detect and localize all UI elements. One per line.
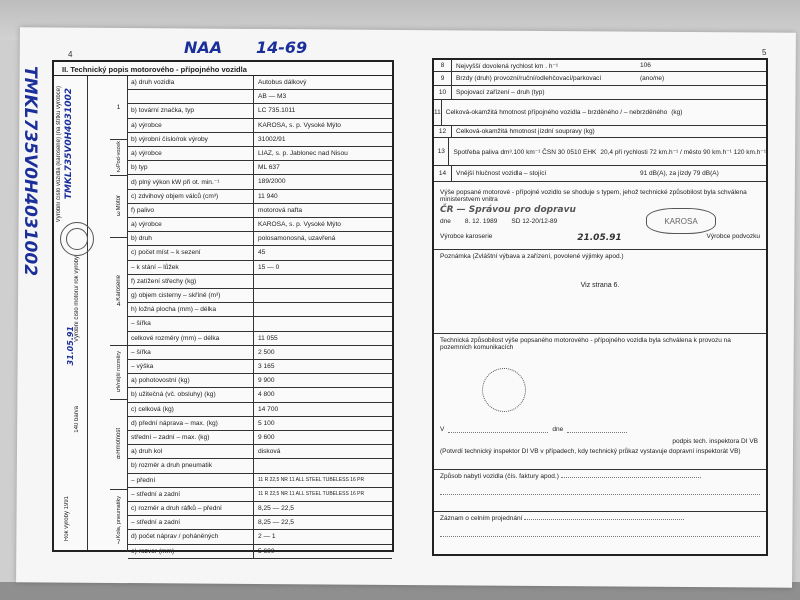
row-text: Spotřeba paliva dm³.100 km⁻¹ ČSN 30 0510 EHK	[453, 148, 597, 156]
page-number-right: 5	[762, 48, 767, 57]
section-4	[110, 238, 128, 346]
row-number: 14	[434, 166, 452, 181]
row-value: AB — M3	[258, 93, 287, 101]
acquisition-line[interactable]	[561, 477, 701, 478]
row-value: LIAZ, s. p. Jablonec nad Nisou	[258, 150, 348, 158]
row-value: KAROSA, s. p. Vysoké Mýto	[258, 121, 341, 129]
inspection-block	[434, 334, 766, 470]
row-value: disková	[258, 448, 281, 456]
right-row	[434, 86, 766, 100]
right-row	[434, 60, 766, 72]
row-label: d) přední náprava – max. (kg)	[128, 417, 254, 430]
handwritten-code: NAA	[184, 38, 223, 57]
right-row	[434, 126, 766, 138]
row-text: Brzdy (druh) provozní/ruční/odlehčovací/parkovací	[456, 75, 602, 82]
row-label: b) typ	[128, 161, 254, 174]
row-label: a) pohotovostní (kg)	[128, 374, 254, 387]
table-row	[128, 175, 392, 189]
customs-line[interactable]	[524, 519, 684, 520]
row-label: e) rozvor (mm)	[128, 545, 254, 558]
handwritten-vin: TMKL735V0H4031002	[20, 66, 40, 277]
note-label: Poznámka (Zvláštní výbava a zařízení, povolené výjimky apod.)	[440, 253, 624, 260]
row-text: Celková-okamžitá hmotnost přípojného vozidla – brzděného / – nebrzděného	[445, 109, 668, 116]
table-row	[128, 275, 392, 289]
row-label: g) objem cisterny – skříně (m³)	[128, 289, 254, 302]
section-7-label: Kola, pneumatiky	[115, 496, 122, 539]
table-row	[128, 317, 392, 331]
row-number: 13	[434, 138, 449, 165]
table-row	[128, 289, 392, 303]
table-row	[128, 388, 392, 402]
section-4-label: Karoserie	[115, 275, 122, 301]
row-text: Celková-okamžitá hmotnost jízdní soupravy (kg)	[456, 128, 595, 135]
table-row	[128, 403, 392, 417]
table-row	[128, 90, 392, 104]
row-value: motorová nafta	[258, 206, 302, 214]
row-label: střední – zadní – max. (kg)	[128, 431, 254, 444]
table-row	[128, 119, 392, 133]
vertical-label-vin: Výrobní číslo vozidla (karoserie) (na štítku výrobce)	[56, 86, 62, 223]
row-label: d) plný výkon kW při ot. min.⁻¹	[128, 175, 254, 188]
row-value: 3 165	[258, 363, 275, 371]
row-value: 2 500	[258, 348, 275, 356]
table-row	[128, 246, 392, 260]
row-text: Nejvyšší dovolená rychlost km . h⁻¹	[456, 62, 559, 70]
section-2-num: 2	[116, 167, 121, 174]
table-row	[128, 360, 392, 374]
right-row	[434, 72, 766, 86]
approval-text: Výše popsané motorové - přípojné vozidlo se shoduje s typem, jehož technické způsobilost byla schválena ministerstvem vnitra	[440, 189, 747, 203]
page-number-left: 4	[68, 50, 73, 59]
row-value: 11 055	[258, 334, 278, 342]
row-label: a) druh vozidla	[128, 76, 254, 89]
maker-label: Výrobce karoserie	[440, 233, 493, 240]
section-3-label: Motor	[115, 195, 122, 211]
row-value: 11 940	[258, 192, 278, 200]
row-label: – šířka	[128, 346, 254, 359]
table-row	[128, 445, 392, 459]
row-label: a) výrobce	[128, 147, 254, 160]
table-row	[128, 76, 392, 90]
approval-date: 8. 12. 1989	[464, 218, 498, 225]
row-value: (ano/ne)	[640, 75, 665, 82]
note-value: Viz strana 6.	[580, 282, 620, 289]
row-value: 45	[258, 249, 266, 257]
row-text: Spojovací zařízení – druh (typ)	[456, 89, 545, 96]
row-label: – šířka	[128, 317, 254, 330]
handwritten-number: 14-69	[256, 38, 308, 57]
row-label: b) tovární značka, typ	[128, 104, 254, 117]
table-row	[128, 303, 392, 317]
table-row	[128, 332, 392, 346]
row-label: b) druh	[128, 232, 254, 245]
row-text: Vnější hlučnost vozidla – stojící	[456, 170, 547, 177]
row-value: (kg)	[671, 109, 683, 116]
row-number: 12	[434, 126, 452, 137]
row-label: d) počet náprav / poháněných	[128, 530, 254, 543]
approval-block	[434, 186, 766, 250]
approval-reference: SD 12-20/12-89	[511, 218, 558, 225]
table-row	[128, 417, 392, 431]
row-number: 11	[434, 100, 442, 125]
row-value: KAROSA, s. p. Vysoké Mýto	[258, 221, 341, 229]
table-row	[128, 545, 392, 559]
date-line[interactable]	[567, 432, 627, 433]
section-7-num: 7	[116, 538, 121, 546]
table-row	[128, 346, 392, 360]
row-number: 10	[434, 86, 452, 99]
handwritten-date: 31.05.91	[66, 326, 75, 366]
table-row	[128, 488, 392, 502]
row-value: 4 800	[258, 391, 275, 399]
confirm-text: (Potvrdí technický inspektor DI VB v případech, kdy technický průkaz vystavuje dopravní inspektorát VB)	[440, 448, 741, 455]
section-6-label: Hmotnost	[115, 428, 122, 454]
row-value: ML 637	[258, 164, 280, 172]
row-label: b) výrobní číslo/rok výroby	[128, 133, 254, 146]
section-6-num: 6	[116, 453, 121, 461]
row-value: 11 R 22,5 NR 11 ALL STEEL TUBELESS 16 PR	[258, 477, 365, 484]
maker-date: 21.05.91	[577, 233, 622, 243]
row-label	[128, 90, 254, 103]
table-row	[128, 218, 392, 232]
row-value: 15 — 0	[258, 263, 280, 271]
right-row	[434, 166, 766, 182]
section-3	[110, 176, 128, 238]
section-3-num: 3	[116, 210, 121, 218]
row-label: – k stání – lůžek	[128, 261, 254, 274]
row-label: c) rozměr a druh ráfků – přední	[128, 502, 254, 515]
section-2-label: Pod-vozek	[115, 141, 122, 167]
right-row	[434, 138, 766, 166]
right-row	[434, 100, 766, 126]
row-value: polosamonosná, uzavřená	[258, 235, 336, 243]
row-value: 9 900	[258, 377, 275, 385]
row-label: – střední a zadní	[128, 516, 254, 529]
approval-org-sign: ČR — Správou pro dopravu	[440, 205, 576, 215]
row-value: LC 735.1011	[258, 107, 296, 115]
table-row	[128, 190, 392, 204]
maker-sign-label: Výrobce podvozku	[706, 233, 760, 240]
vertical-labels-column	[54, 76, 88, 550]
table-row	[128, 133, 392, 147]
row-value: 8,25 — 22,5	[258, 519, 294, 527]
table-row	[128, 530, 392, 544]
table-row	[128, 431, 392, 445]
row-value: 5 600	[258, 547, 275, 555]
row-label: – střední a zadní	[128, 488, 254, 501]
right-page-table	[432, 58, 768, 556]
table-row	[128, 261, 392, 275]
row-value: 14 700	[258, 405, 279, 413]
row-label: b) užitečná (vč. obsluhy) (kg)	[128, 388, 254, 401]
row-label: c) celková (kg)	[128, 403, 254, 416]
table-row	[128, 516, 392, 530]
acquisition-label: Způsob nabytí vozidla (čís. faktury apod.)	[440, 473, 559, 480]
row-value: 11 R 22,5 NR 11 ALL STEEL TUBELESS 16 PR	[258, 491, 365, 498]
customs-label: Záznam o celním projednání	[440, 515, 523, 522]
signature-label: podpis tech. inspektora DI VB	[672, 438, 758, 445]
section-5	[110, 346, 128, 400]
section-5-num: 5	[116, 387, 121, 395]
row-value: 2 — 1	[258, 533, 276, 541]
section-4-num: 4	[116, 300, 121, 308]
row-value: 91 dB(A), za jízdy 79 dB(A)	[640, 170, 719, 177]
section-7	[110, 490, 128, 552]
table-row	[128, 104, 392, 118]
inspection-stamp-placeholder	[482, 368, 526, 412]
handwritten-vin-small: TMKL735V0H4031002	[64, 88, 74, 200]
vertical-label-engine: Výrobní číslo motoru/ rok výroby	[74, 256, 80, 343]
karosa-stamp: KAROSA	[646, 208, 716, 234]
row-label: c) zdvihový objem válců (cm³)	[128, 190, 254, 203]
table-row	[128, 474, 392, 488]
vertical-label-year: Rok výroby 1991	[64, 496, 70, 542]
customs-block	[434, 512, 766, 556]
row-value: 31002/91	[258, 135, 286, 143]
place-label: V	[440, 426, 445, 433]
row-label: – výška	[128, 360, 254, 373]
acquisition-line-2[interactable]	[440, 494, 760, 495]
row-label: a) výrobce	[128, 119, 254, 132]
section-1: 1	[110, 76, 128, 140]
table-row	[128, 374, 392, 388]
row-label: – přední	[128, 474, 254, 487]
section-5-label: Vnější rozměry	[115, 350, 122, 388]
row-number: 9	[434, 72, 452, 85]
note-block	[434, 250, 766, 334]
row-label: h) ložná plocha (mm) – délka	[128, 303, 254, 316]
table-row	[128, 147, 392, 161]
official-stamp-inner	[66, 228, 88, 250]
inspection-text: Technická způsobilost výše popsaného motorového - přípojného vozidla byla schválena k provozu na pozemních komunikacích	[440, 337, 731, 351]
table-row	[128, 502, 392, 516]
table-row	[128, 204, 392, 218]
row-label: c) počet míst – k sezení	[128, 246, 254, 259]
row-value: 8,25 — 22,5	[258, 505, 294, 513]
row-number: 8	[434, 60, 452, 71]
technical-description-table	[52, 60, 394, 555]
row-value: 189/2000	[258, 178, 286, 186]
table-row	[128, 161, 392, 175]
section-title: II. Technický popis motorového - přípojného vozidla	[54, 62, 392, 76]
row-label: f) palivo	[128, 204, 254, 217]
table-row	[128, 459, 392, 473]
acquisition-block	[434, 470, 766, 512]
customs-line-2[interactable]	[440, 536, 760, 537]
date-label-2: dne	[552, 426, 564, 433]
place-line[interactable]	[448, 432, 548, 433]
row-value: 9 600	[258, 434, 275, 442]
row-label: f) zatížení střechy (kg)	[128, 275, 254, 288]
row-label: a) výrobce	[128, 218, 254, 231]
row-label: a) druh kol	[128, 445, 254, 458]
row-label: b) rozměr a druh pneumatik	[128, 459, 254, 472]
row-value: 5 100	[258, 419, 275, 427]
approval-date-label: dne	[440, 218, 451, 225]
row-value: 106	[640, 62, 651, 69]
row-value: Autobus dálkový	[258, 79, 307, 87]
section-6	[110, 400, 128, 490]
vertical-label-color: 140 barva	[74, 406, 80, 433]
row-value: 20,4 při rychlosti 72 km.h⁻¹ / město 90 km.h⁻¹ 120 km.h⁻¹	[600, 148, 766, 156]
section-2	[110, 140, 128, 176]
row-label: celkové rozměry (mm) – délka	[128, 332, 254, 345]
table-row	[128, 232, 392, 246]
